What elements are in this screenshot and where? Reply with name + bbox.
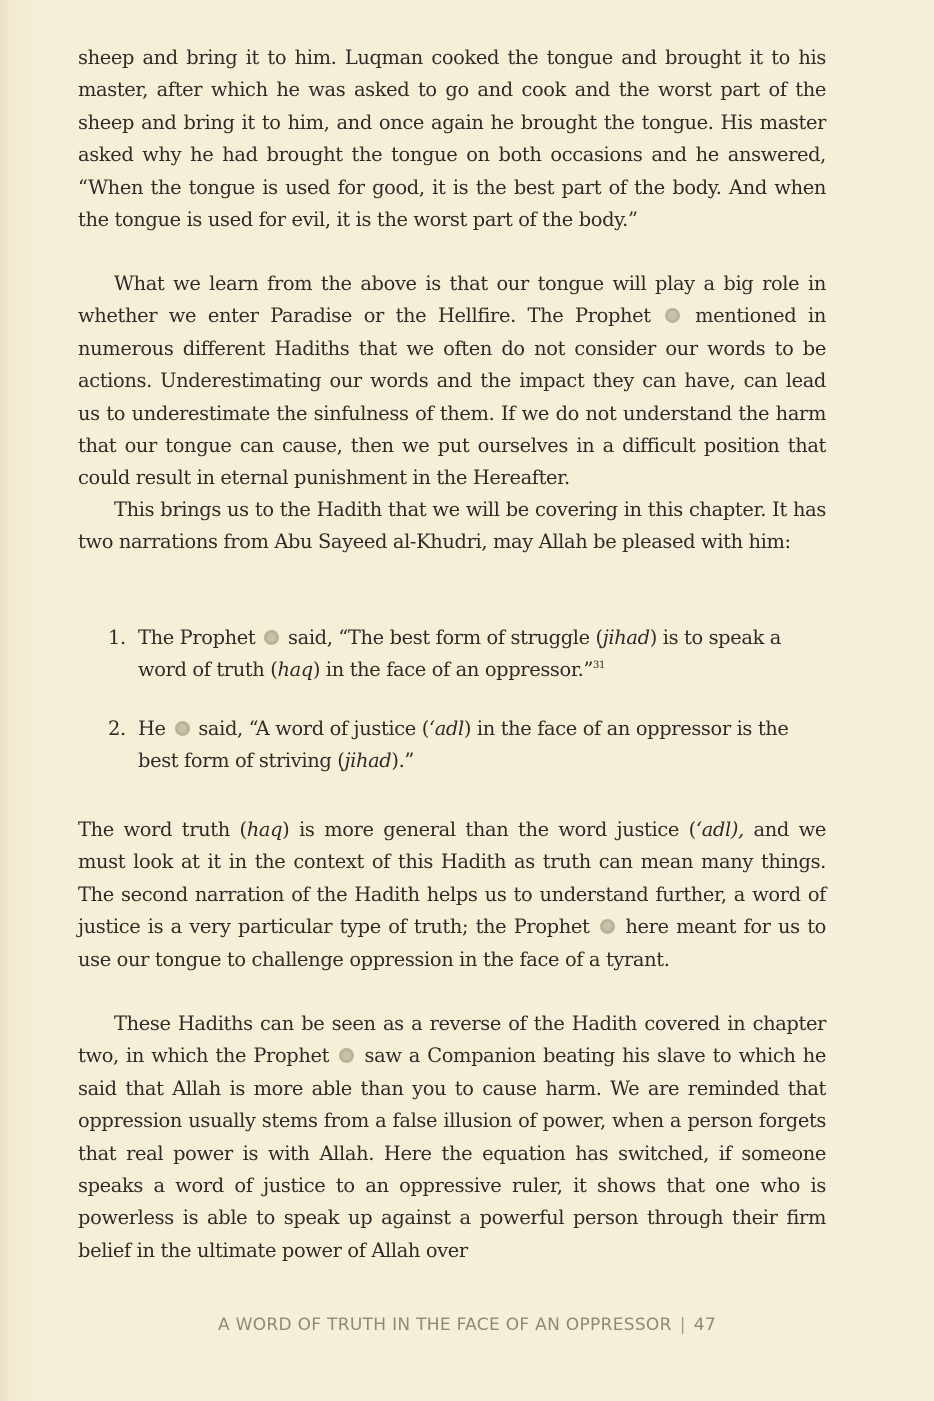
- list-item: [108, 622, 808, 687]
- list-item: [108, 713, 808, 778]
- running-footer: [0, 1315, 934, 1335]
- salawat-icon: [600, 919, 615, 934]
- paragraph-text: here meant for us to use our tongue to challenge oppression in the face of a tyrant.: [78, 915, 826, 971]
- italic-term: ‘adl: [428, 716, 464, 740]
- paragraph-text: ) is more general than the word justice (: [282, 818, 696, 841]
- footer-separator: |: [679, 1315, 686, 1335]
- italic-term: jihad: [344, 749, 392, 773]
- salawat-icon: [665, 308, 680, 323]
- list-text: The Prophet: [138, 626, 256, 649]
- paragraph-text: mentioned in numerous different Hadiths that we often do not consider our words to be actions. Underestimating our words and the impact they can have, can lead us to underestimate the sinfulness of them. If we do not understand the harm that our tongue can cause, then we put ourselves in a difficult position that could result in eternal punishment in the Hereafter.: [78, 304, 826, 490]
- chapter-title: A WORD OF TRUTH IN THE FACE OF AN OPPRESSOR: [217, 1315, 672, 1335]
- paragraph-text: and we must look at it in the context of this Hadith as truth can mean many things. The second narration of the Hadith helps us to understand further, a word of justice is a very particular type of truth; the Prophet: [78, 818, 826, 939]
- paragraph-luqman-story: [78, 42, 826, 236]
- list-text: said, “A word of justice (: [192, 716, 429, 740]
- hadith-narrations-list: [108, 622, 808, 804]
- list-number: 1.: [108, 626, 126, 649]
- paragraph-tongue-role: [78, 268, 826, 495]
- paragraph-text: These Hadiths can be seen as a reverse of the Hadith covered in chapter two, in which the Prophet: [78, 1012, 826, 1068]
- list-text: ).”: [391, 749, 414, 773]
- italic-term: haq: [277, 658, 313, 682]
- paragraph-text: saw a Companion beating his slave to which he said that Allah is more able than you to cause harm. We are reminded that oppression usually stems from a false illusion of power, when a person forgets that real power is with Allah. Here the equation has switched, if someone speaks a word of justice to an oppressive ruler, it shows that one who is powerless is able to speak up against a powerful person through their firm belief in the ultimate power of Allah over: [78, 1044, 826, 1262]
- salawat-icon: [339, 1048, 354, 1063]
- salawat-icon: [264, 630, 279, 645]
- italic-term: ‘adl),: [695, 818, 744, 841]
- footnote-marker: 31: [593, 660, 606, 672]
- paragraph-hadith-intro: [78, 494, 826, 559]
- paragraph-text: This brings us to the Hadith that we will be covering in this chapter. It has two narrations from Abu Sayeed al-Khudri, may Allah be pleased with him:: [78, 498, 826, 554]
- paragraph-text: What we learn from the above is that our tongue will play a big role in whether we enter Paradise or the Hellfire. The Prophet: [78, 272, 826, 328]
- paragraph-reverse-hadith: [78, 1008, 826, 1267]
- list-text: said, “The best form of struggle (: [282, 626, 603, 649]
- list-text: ) is to speak a word of truth (: [138, 626, 782, 682]
- list-text: ) in the face of an oppressor is the best form of striving (: [138, 716, 789, 773]
- paragraph-text: sheep and bring it to him. Luqman cooked the tongue and brought it to his master, after which he was asked to go and cook and the worst part of the sheep and bring it to him, and once again he brought the tongue. His master asked why he had brought the tongue on both occasions and he answered, “When the tongue is used for good, it is the best part of the body. And when the tongue is used for evil, it is the worst part of the body.”: [78, 46, 826, 232]
- page-number: 47: [693, 1315, 716, 1335]
- list-number: 2.: [108, 716, 126, 740]
- paragraph-truth-justice: [78, 814, 826, 976]
- list-text: ) in the face of an oppressor.”: [312, 658, 594, 682]
- salawat-icon: [175, 721, 190, 736]
- italic-term: haq: [246, 818, 283, 841]
- italic-term: jihad: [602, 626, 650, 649]
- list-text: He: [138, 716, 166, 740]
- paragraph-text: The word truth (: [78, 818, 247, 841]
